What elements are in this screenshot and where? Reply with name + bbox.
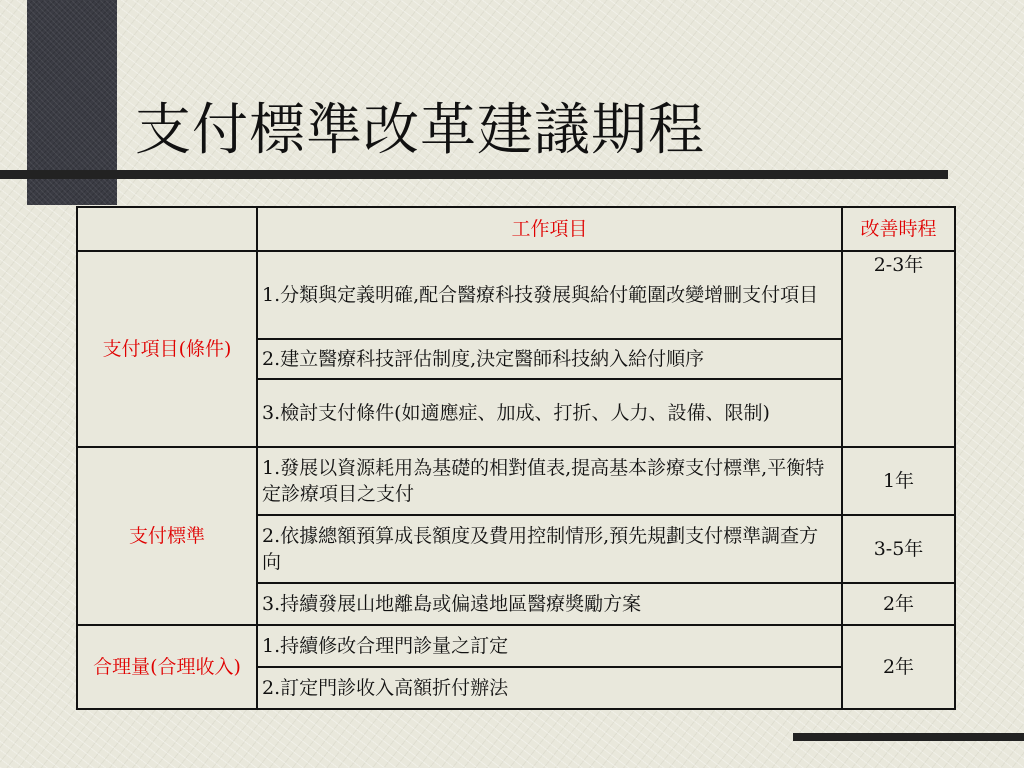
header-work-item: 工作項目 <box>257 207 842 251</box>
header-category-cell <box>77 207 257 251</box>
category-cell: 合理量(合理收入) <box>77 625 257 709</box>
work-item-cell: 1.發展以資源耗用為基礎的相對值表,提高基本診療支付標準,平衡特定診療項目之支付 <box>257 447 842 515</box>
category-cell: 支付標準 <box>77 447 257 625</box>
work-item-cell: 1.持續修改合理門診量之訂定 <box>257 625 842 667</box>
top-divider-bar <box>0 170 948 179</box>
schedule-cell: 1年 <box>842 447 955 515</box>
schedule-cell: 2-3年 <box>842 251 955 447</box>
category-cell: 支付項目(條件) <box>77 251 257 447</box>
work-item-cell: 2.訂定門診收入高額折付辦法 <box>257 667 842 709</box>
work-item-cell: 3.持續發展山地離島或偏遠地區醫療獎勵方案 <box>257 583 842 625</box>
table-row <box>77 447 955 515</box>
slide-title: 支付標準改革建議期程 <box>135 98 705 163</box>
schedule-cell: 2年 <box>842 583 955 625</box>
work-item-cell: 3.檢討支付條件(如適應症、加成、打折、人力、設備、限制) <box>257 379 842 447</box>
schedule-cell: 3-5年 <box>842 515 955 583</box>
table-row <box>77 251 955 339</box>
work-item-cell: 2.建立醫療科技評估制度,決定醫師科技納入給付順序 <box>257 339 842 379</box>
schedule-cell: 2年 <box>842 625 955 709</box>
bottom-divider-bar <box>793 733 1024 741</box>
header-schedule: 改善時程 <box>842 207 955 251</box>
work-item-cell: 1.分類與定義明確,配合醫療科技發展與給付範圍改變增刪支付項目 <box>257 251 842 339</box>
work-item-cell: 2.依據總額預算成長額度及費用控制情形,預先規劃支付標準調查方向 <box>257 515 842 583</box>
table-row <box>77 625 955 667</box>
schedule-table <box>76 206 956 710</box>
table-header-row <box>77 207 955 251</box>
